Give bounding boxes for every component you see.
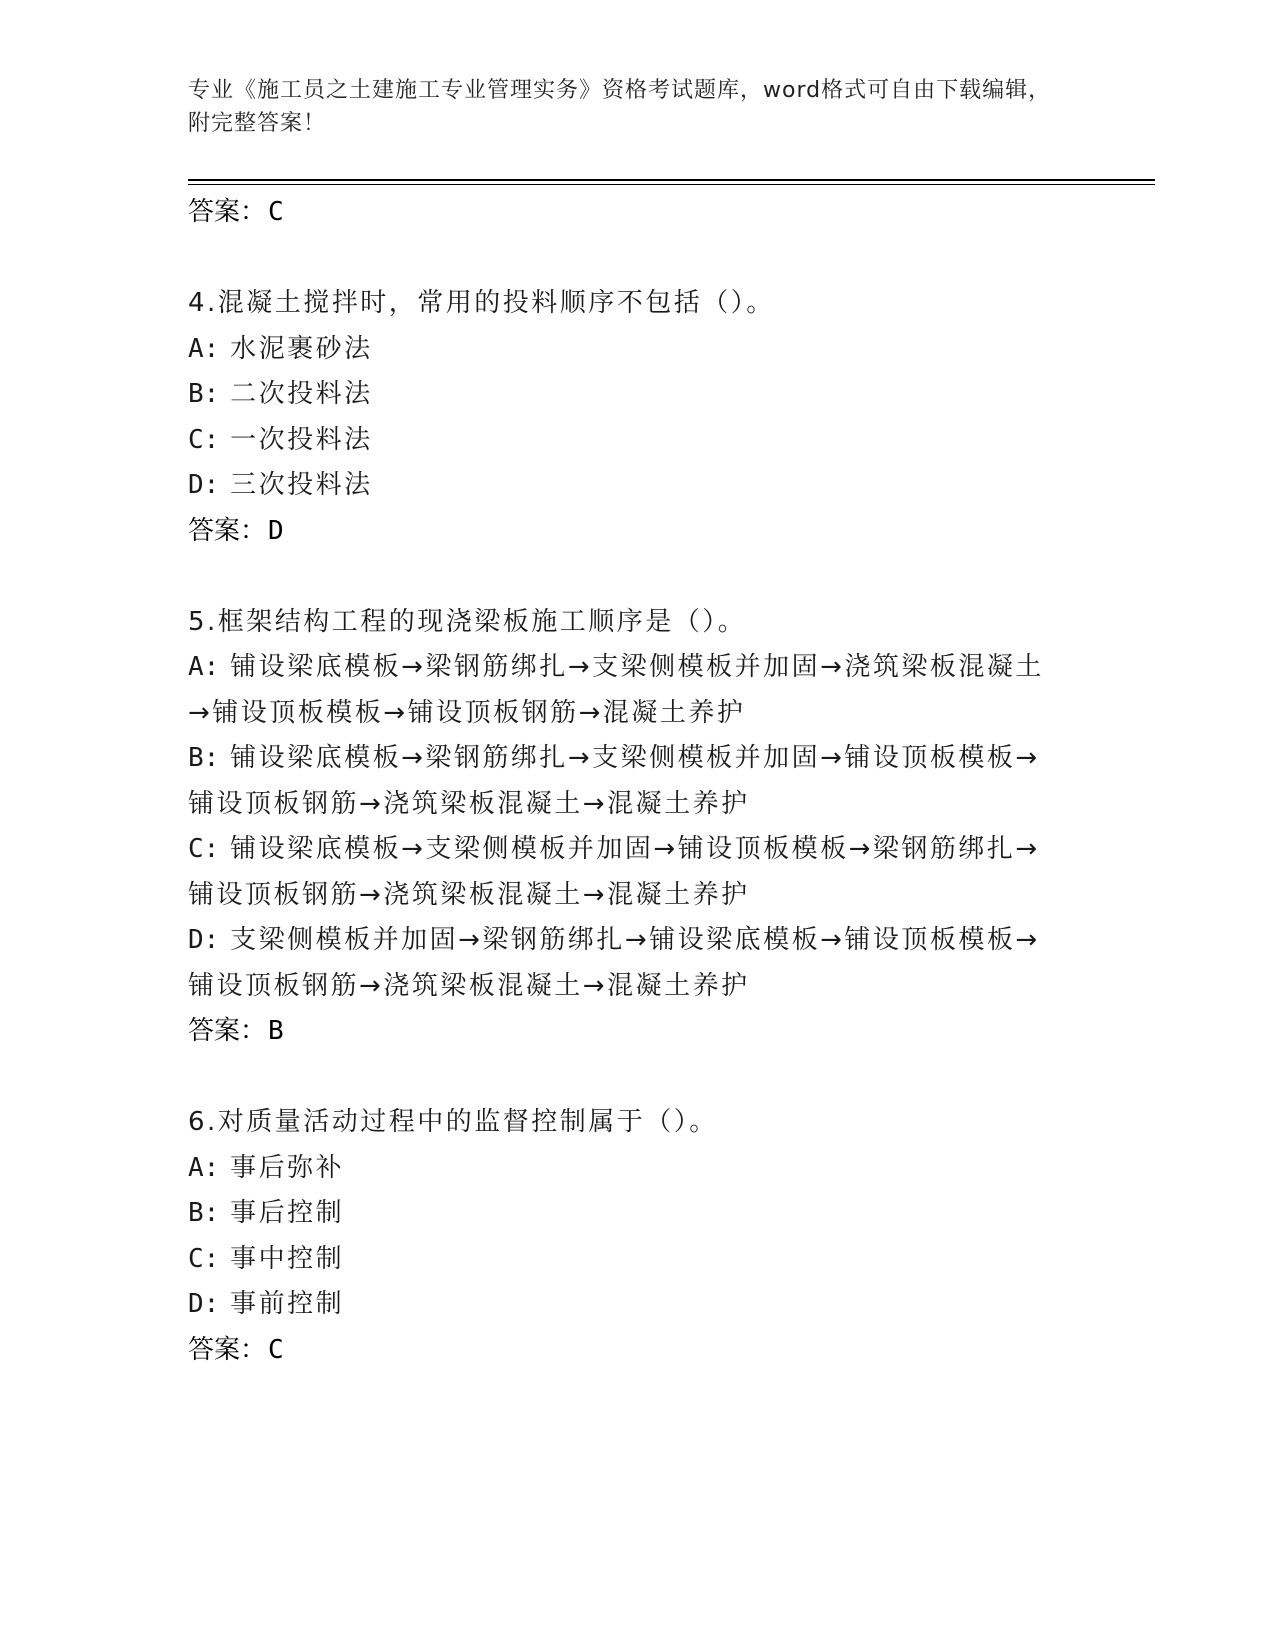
- question-stem: 5.框架结构工程的现浇梁板施工顺序是（）。: [188, 606, 747, 637]
- option-letter: B:: [188, 743, 220, 773]
- option-d-continued: 铺设顶板钢筋→浇筑梁板混凝土→混凝土养护: [188, 970, 750, 1001]
- spacer: [188, 1055, 1088, 1101]
- answer-value: D: [268, 515, 284, 546]
- option-c: [188, 1237, 1088, 1283]
- question-stem: 6.对质量活动过程中的监督控制属于（）。: [188, 1107, 718, 1137]
- spacer: [188, 236, 1088, 282]
- option-text: 事前控制: [230, 1289, 345, 1319]
- option-text: 铺设梁底模板→梁钢筋绑扎→支梁侧模板并加固→铺设顶板模板→: [230, 743, 1040, 773]
- option-text: 事后弥补: [230, 1152, 345, 1183]
- answer-label: 答案：: [188, 1016, 267, 1046]
- question-content: [188, 190, 1088, 1373]
- answer-line: [188, 190, 1088, 236]
- option-letter: D:: [188, 1289, 220, 1319]
- option-text: 铺设梁底模板→支梁侧模板并加固→铺设顶板模板→梁钢筋绑扎→: [230, 834, 1040, 864]
- option-text: 一次投料法: [230, 424, 373, 455]
- option-letter: A:: [188, 333, 220, 364]
- option-letter: A:: [188, 652, 220, 682]
- option-letter: C:: [188, 1243, 220, 1274]
- option-letter: C:: [188, 424, 220, 455]
- option-b-continued: 铺设顶板钢筋→浇筑梁板混凝土→混凝土养护: [188, 788, 750, 819]
- answer-value: B: [268, 1016, 284, 1046]
- option-letter: B:: [188, 1198, 220, 1228]
- option-c-continued: 铺设顶板钢筋→浇筑梁板混凝土→混凝土养护: [188, 879, 750, 910]
- option-d: [188, 1282, 1088, 1328]
- option-text: 二次投料法: [230, 379, 373, 409]
- option-c: [188, 418, 1088, 464]
- option-a: [188, 327, 1088, 373]
- option-a-continued: →铺设顶板模板→铺设顶板钢筋→混凝土养护: [188, 697, 746, 728]
- option-d: [188, 463, 1088, 509]
- answer-label: 答案：: [188, 1334, 267, 1365]
- option-text: 水泥裹砂法: [230, 333, 373, 364]
- header-rule-thin: [188, 184, 1155, 185]
- option-letter: D:: [188, 925, 220, 955]
- spacer: [188, 554, 1088, 600]
- option-letter: B:: [188, 379, 220, 409]
- option-b: [188, 736, 1088, 782]
- page-header: 专业《施工员之土建施工专业管理实务》资格考试题库，word格式可自由下载编辑，附完整答案！: [188, 78, 1052, 136]
- answer-value: C: [268, 1334, 284, 1365]
- answer-label: 答案：: [188, 197, 267, 227]
- option-b: [188, 372, 1088, 418]
- option-letter: A:: [188, 1152, 220, 1183]
- option-text: 支梁侧模板并加固→梁钢筋绑扎→铺设梁底模板→铺设顶板模板→: [230, 925, 1040, 955]
- option-a: [188, 1146, 1088, 1192]
- answer-line: [188, 1009, 1088, 1055]
- option-letter: C:: [188, 834, 220, 864]
- option-a: [188, 645, 1088, 691]
- question-stem: 4.混凝土搅拌时，常用的投料顺序不包括（）。: [188, 288, 775, 318]
- option-text: 三次投料法: [230, 470, 373, 500]
- option-text: 事后控制: [230, 1198, 345, 1228]
- option-c: [188, 827, 1088, 873]
- option-letter: D:: [188, 470, 220, 500]
- answer-value: C: [268, 197, 284, 227]
- option-text: 铺设梁底模板→梁钢筋绑扎→支梁侧模板并加固→浇筑梁板混凝土: [230, 652, 1044, 682]
- answer-label: 答案：: [188, 515, 267, 546]
- option-d: [188, 918, 1088, 964]
- header-rule-thick: [188, 179, 1155, 181]
- option-text: 事中控制: [230, 1243, 345, 1274]
- answer-line: [188, 1328, 1088, 1374]
- option-b: [188, 1191, 1088, 1237]
- answer-line: [188, 509, 1088, 555]
